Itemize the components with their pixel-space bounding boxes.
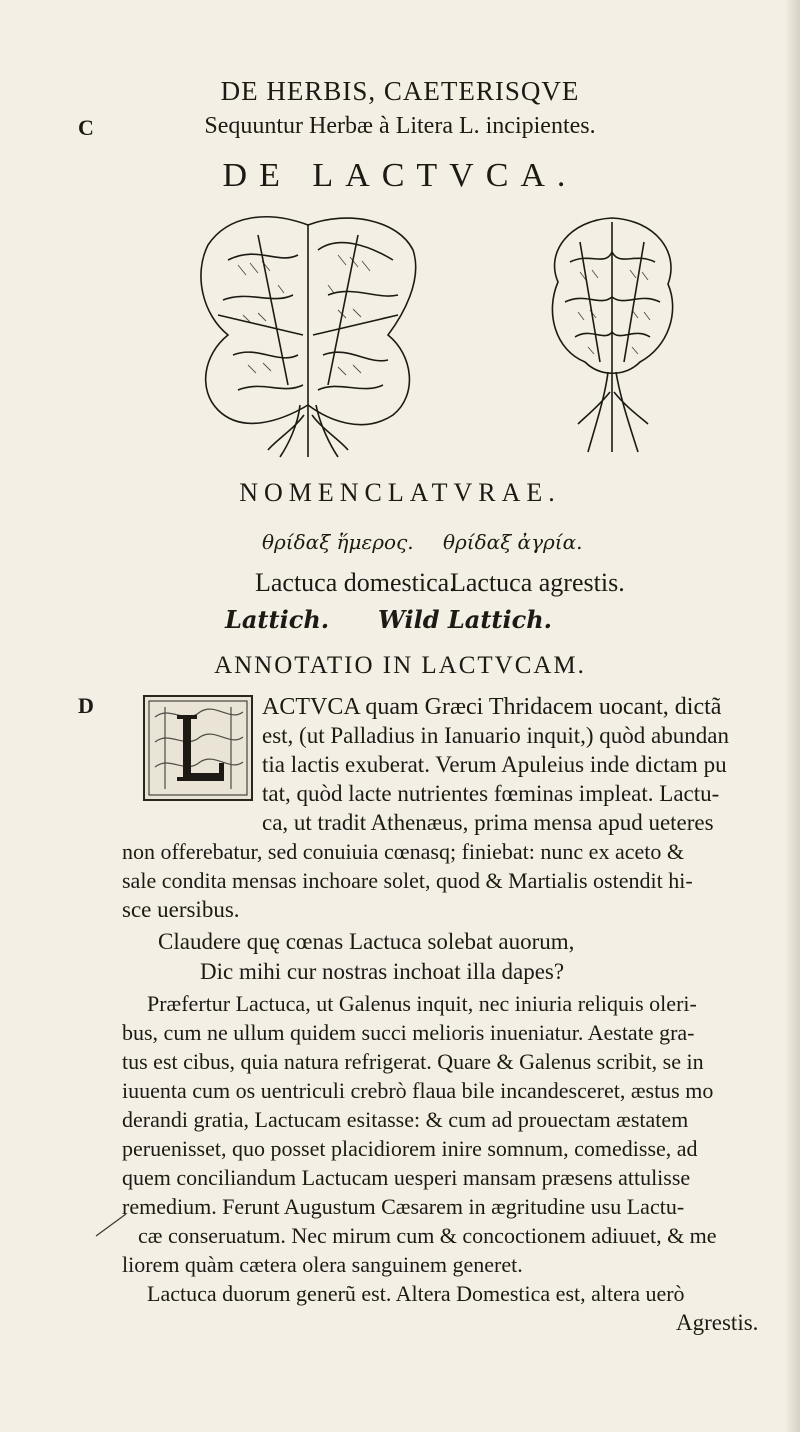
annotation-line: tus est cibus, quia natura refrigerat. Quare & Galenus scribit, se in [122,1049,704,1074]
annotation-line: ca, ut tradit Athenæus, prima mensa apud ueteres [262,810,714,835]
annotation-line: liorem quàm cætera olera sanguinem generet. [122,1252,523,1277]
annotation-line: remedium. Ferunt Augustum Cæsarem in ægritudine usu Lactu- [122,1194,685,1219]
latin-name-wild: Lactuca agrestis. [450,568,625,597]
decorated-initial-L [143,695,253,801]
annotation-line: sce uersibus. [122,897,240,922]
annotation-line: non offerebatur, sed conuiuia cœnasq; finiebat: nunc ex aceto & [122,839,684,864]
annotation-line: Præfertur Lactuca, ut Galenus inquit, nec iniuria reliquis oleri- [147,991,697,1016]
wild-lettuce-illustration [540,212,685,457]
catchword: Agrestis. [676,1310,759,1335]
german-name-wild: Wild Lattich. [378,605,553,634]
nomenclature-title: NOMENCLATVRAE. [239,478,561,507]
verse-line: Claudere quę cœnas Lactuca solebat auorum, [158,929,575,954]
pen-mark-icon [92,1210,132,1240]
annotation-line: ACTVCA quam Græci Thridacem uocant, dictã [262,694,722,720]
margin-letter-d: D [78,693,94,718]
section-subtitle: Sequuntur Herbæ à Litera L. incipientes. [204,113,596,139]
greek-name-wild: θρίδαξ ἀγρία. [443,530,583,554]
latin-name-domestic: Lactuca domestica. [255,568,456,597]
annotation-line: est, (ut Palladius in Ianuario inquit,) quòd abundan [262,723,729,748]
margin-letter-c: C [78,115,94,140]
annotation-line: quem conciliandum Lactucam uesperi mansam præsens attulisse [122,1165,691,1190]
greek-name-domestic: θρίδαξ ἥμερος. [262,530,414,554]
annotation-line: peruenisset, quo posset placidiorem inire somnum, comedisse, ad [122,1136,698,1161]
annotation-line: Lactuca duorum generũ est. Altera Domestica est, altera uerò [147,1281,685,1306]
page-edge [786,0,800,1432]
annotation-line: cæ conseruatum. Nec mirum cum & concoctionem adiuuet, & me [138,1223,717,1248]
initial-ornament-icon [145,697,251,799]
annotation-line: sale condita mensas inchoare solet, quod & Martialis ostendit hi- [122,868,693,893]
annotation-line: tia lactis exuberat. Verum Apuleius inde dictam pu [262,752,727,777]
chapter-title: DE LACTVCA. [222,157,578,194]
german-name-domestic: Lattich. [225,605,330,634]
annotation-line: bus, cum ne ullum quidem succi melioris inueniatur. Aestate gra- [122,1020,695,1045]
verse-line: Dic mihi cur nostras inchoat illa dapes? [200,959,565,984]
annotation-line: derandi gratia, Lactucam esitasse: & cum ad prouectam æstatem [122,1107,689,1132]
annotation-line: tat, quòd lacte nutrientes fœminas impleat. Lactu- [262,781,720,806]
annotation-line: iuuenta cum os uentriculi crebrò flaua bile incandesceret, æstus mo [122,1078,714,1103]
lettuce-plant-illustration [188,205,428,460]
running-head: DE HERBIS, CAETERISQVE [220,76,580,106]
annotation-title: ANNOTATIO IN LACTVCAM. [214,652,586,679]
